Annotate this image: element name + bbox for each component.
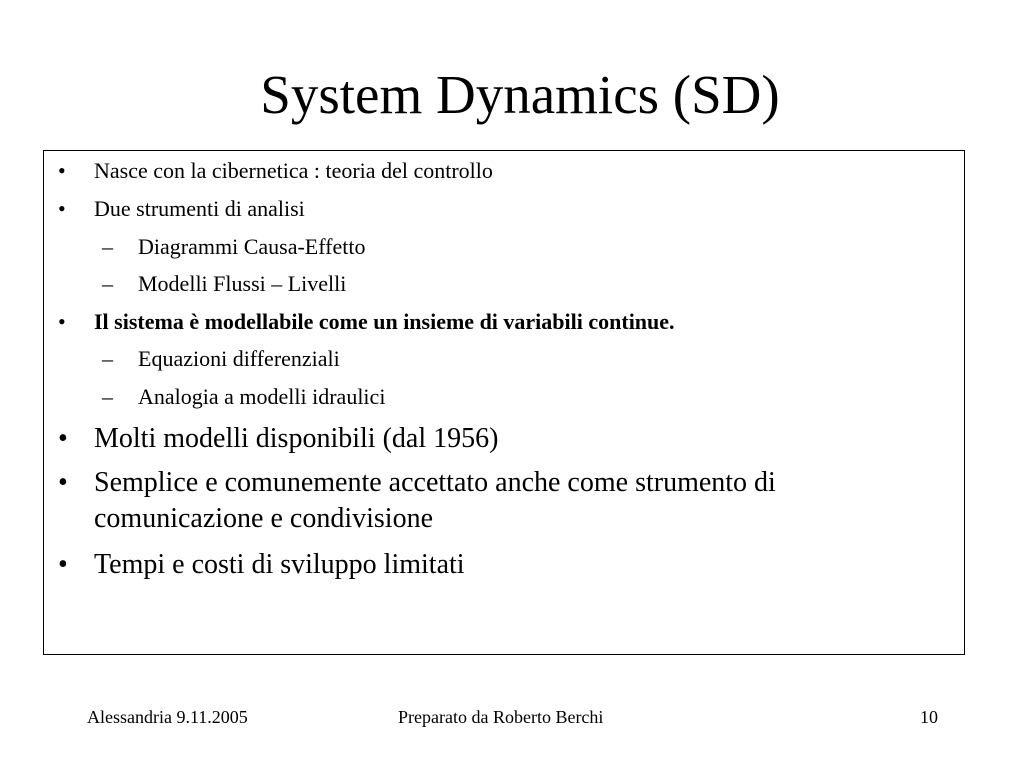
sub-list-item-text: Equazioni differenziali [138,346,340,371]
list-item-text: Due strumenti di analisi [94,196,305,221]
dash-marker: – [102,271,113,296]
bullet-marker: • [58,423,68,454]
bullet-marker: • [58,467,68,498]
list-item-text: Il sistema è modellabile come un insieme di variabili continue. [94,309,675,334]
slide-number: 10 [920,707,938,727]
content-box [43,150,965,655]
dash-marker: – [102,384,113,409]
list-item-text: Semplice e comunemente accettato anche come strumento di comunicazione e condivisione [94,467,776,534]
list-item-text: Molti modelli disponibili (dal 1956) [94,423,499,454]
sub-list-item-text: Diagrammi Causa-Effetto [138,234,366,259]
dash-marker: – [102,234,113,259]
bullet-marker: • [58,549,68,580]
footer-date-location: Alessandria 9.11.2005 [87,707,248,727]
bullet-marker: • [58,309,66,334]
slide-title: System Dynamics (SD) [260,64,780,125]
list-item-text: Nasce con la cibernetica : teoria del controllo [94,158,493,183]
bullet-marker: • [58,196,66,221]
footer-author: Preparato da Roberto Berchi [398,707,604,727]
dash-marker: – [102,346,113,371]
sub-list-item-text: Analogia a modelli idraulici [138,384,386,409]
sub-list-item-text: Modelli Flussi – Livelli [138,271,347,296]
list-item-text: Tempi e costi di sviluppo limitati [94,549,465,580]
bullet-marker: • [58,158,66,183]
